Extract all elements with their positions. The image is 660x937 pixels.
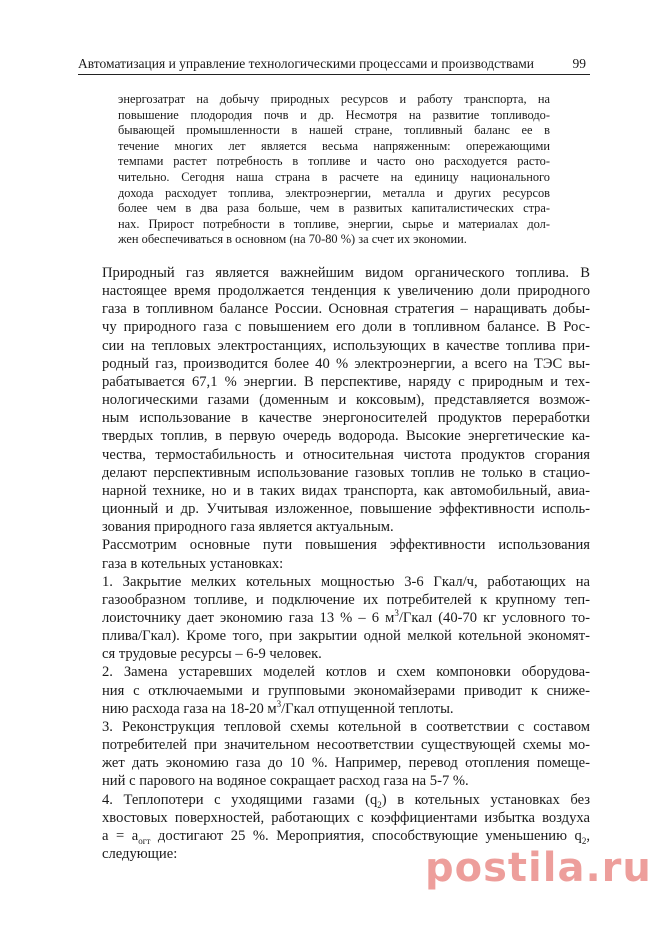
- text-line: хвостовых поверхностей, работающих с коэффициентами избытка воздуха: [102, 809, 590, 826]
- quote-line: бывающей промышленности в нашей стране, топливный баланс ее в: [118, 123, 550, 138]
- header-title: Автоматизация и управление технологическими процессами и производствами: [78, 56, 534, 71]
- text-line: $a = a_{огт}$ достигают 25 %. Мероприятия, способствующие уменьшению $q_2$,: [102, 827, 590, 846]
- quote-line: дохода расходует топлива, электроэнергии, металла и других ресурсов: [118, 185, 550, 200]
- list-item-3: [78, 718, 590, 791]
- main-text: [78, 264, 590, 863]
- quote-line: более чем в два раза больше, чем в развитых капиталистических стра-: [118, 201, 550, 216]
- text-line: родный газ, производится более 40 % электроэнергии, а всего на ТЭС вы-: [102, 355, 590, 372]
- quote-line: темпами растет потребность в топливе и часто оно расходуется расто-: [118, 154, 550, 169]
- quote-line: жен обеспечиваться в основном (на 70-80 %) за счет их экономии.: [118, 232, 467, 247]
- text-line: нию расхода газа на 18-20 $м^3$/Гкал отпущенной теплоты.: [102, 698, 454, 717]
- text-line: Природный газ является важнейшим видом органического топлива. В: [102, 265, 590, 281]
- text-line: чества, термостабильность и относительная чистота продуктов сгорания: [102, 446, 590, 463]
- quote-line: энергозатрат на добычу природных ресурсов и работу транспорта, на: [118, 92, 550, 106]
- text-line: ным использование в качестве энергоносителей продуктов переработки: [102, 410, 590, 427]
- page-number: 99: [572, 56, 586, 71]
- paragraph-natural-gas: [78, 264, 590, 536]
- text-line: твердых топлив, в первую очередь водорода. Высокие энергетические ка-: [102, 428, 590, 445]
- text-line: рабатывается 67,1 % энергии. В перспективе, наряду с природным и тех-: [102, 373, 590, 390]
- running-header: [78, 54, 590, 75]
- text-line: 2. Замена устаревших моделей котлов и схем компоновки оборудова-: [102, 664, 590, 681]
- quote-block: [118, 92, 550, 248]
- text-line: 4. Теплопотери с уходящими газами $(q_2)$ в котельных установках без: [102, 791, 590, 810]
- text-line: зования природного газа является актуальным.: [102, 519, 394, 536]
- text-line: газообразном топливе, и подключение их потребителей к крупному теп-: [102, 591, 590, 608]
- text-line: делают перспективным использование газовых топлив не только в стацио-: [102, 464, 590, 481]
- quote-line: чительно. Сегодня наша страна в расчете на единицу национального: [118, 169, 550, 184]
- text-line: ния с отключаемыми и групповыми экономайзерами приводит к сниже-: [102, 682, 590, 699]
- text-line: Рассмотрим основные пути повышения эффективности использования: [102, 537, 590, 554]
- text-line: жет дать экономию газа до 10 %. Например, перевод отопления помеще-: [102, 755, 590, 772]
- list-item-2: [78, 663, 590, 717]
- text-line: 1. Закрытие мелких котельных мощностью 3-6 Гкал/ч, работающих на: [102, 573, 590, 590]
- list-item-1: [78, 573, 590, 664]
- paragraph-ways: [78, 536, 590, 572]
- watermark-text: postila.ru: [425, 845, 652, 891]
- watermark-logo: [425, 845, 650, 915]
- text-line: ний с парового на водяное сокращает расход газа на 5-7 %.: [102, 773, 469, 790]
- text-line: плива/Гкал). Кроме того, при закрытии одной мелкой котельной экономят-: [102, 628, 590, 645]
- text-line: следующие:: [102, 846, 178, 862]
- text-line: ционный и др. Учитывая изложенное, повышение эффективности исполь-: [102, 501, 590, 518]
- text-line: ся трудовые ресурсы – 6-9 человек.: [102, 646, 322, 663]
- text-line: 3. Реконструкция тепловой схемы котельной в соответствии с составом: [102, 718, 590, 735]
- text-line: потребителей при значительном несоответствии существующей схемы мо-: [102, 737, 590, 754]
- text-line: нарной технике, но и в таких видах транспорта, как автомобильный, авиа-: [102, 482, 590, 499]
- quote-line: повышение плодородия почв и др. Несмотря на развитие топливодо-: [118, 107, 550, 122]
- quote-line: течение многих лет является весьма напряженным: опережающими: [118, 138, 550, 153]
- quote-line: нах. Прирост потребности в топливе, энергии, сырье и материалах дол-: [118, 216, 550, 231]
- text-line: газа в котельных установках:: [102, 555, 284, 572]
- text-line: сии на тепловых электростанциях, использующих в качестве топлива при-: [102, 337, 590, 354]
- text-line: нологическими газами (доменным и коксовым), представляется возмож-: [102, 392, 590, 409]
- text-line: чу природного газа с повышением его доли в топливном балансе. В Рос-: [102, 319, 590, 336]
- text-line: лоисточнику дает экономию газа 13 % – 6 $м^3$/Гкал (40-70 кг условного то-: [102, 608, 590, 626]
- text-line: настоящее время продолжается тенденция к увеличению доли природного: [102, 283, 590, 300]
- text-line: газа в топливном балансе России. Основная стратегия – наращивать добы-: [102, 301, 590, 318]
